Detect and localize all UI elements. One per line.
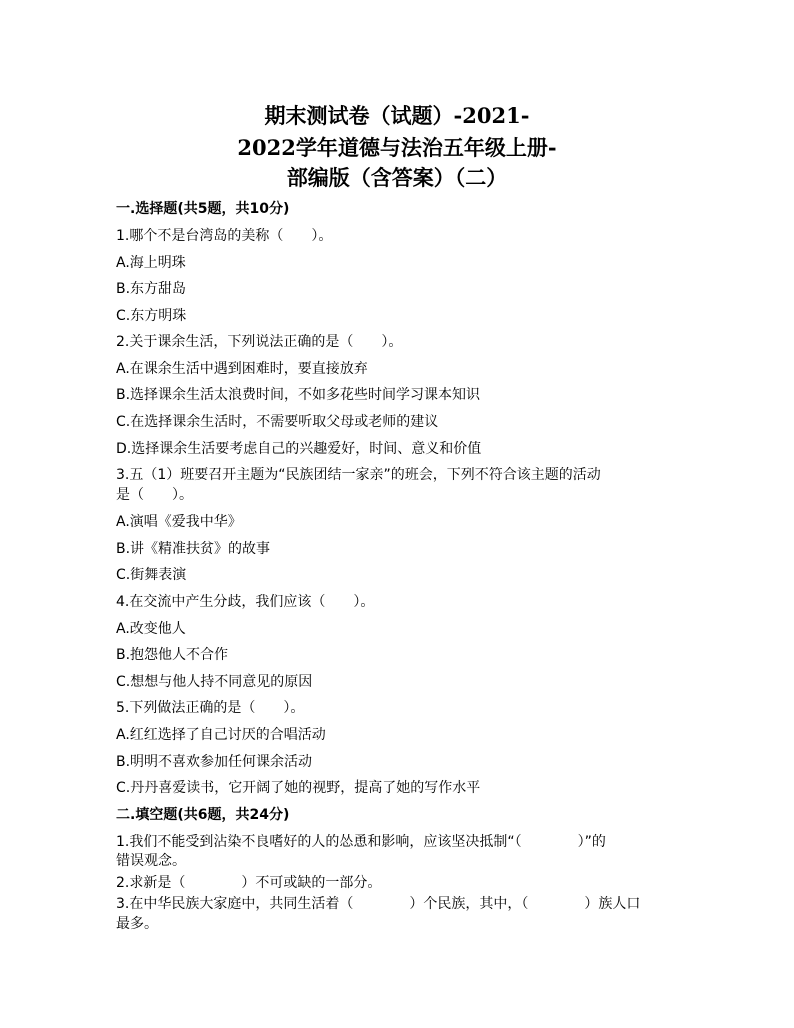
- question-2-option-c: C.在选择课余生活时，不需要听取父母或老师的建议: [116, 414, 439, 430]
- question-3-option-a: A.演唱《爱我中华》: [116, 514, 242, 530]
- question-4-stem: 4.在交流中产生分歧，我们应该（ ）。: [116, 594, 375, 610]
- question-2-stem: 2.关于课余生活，下列说法正确的是（ ）。: [116, 334, 403, 350]
- document-title-line-3: 部编版（含答案）（二）: [286, 165, 508, 190]
- fill-question-1-line-1: 1.我们不能受到沾染不良嗜好的人的怂恿和影响，应该坚决抵制“（ ）”的: [116, 834, 606, 850]
- section-heading-choice: 一.选择题(共5题，共10分): [116, 201, 290, 217]
- question-3-option-b: B.讲《精准扶贫》的故事: [116, 541, 271, 557]
- question-3-option-c: C.街舞表演: [116, 567, 187, 583]
- question-4-option-a: A.改变他人: [116, 621, 186, 637]
- question-3-stem-line-2: 是（ ）。: [116, 487, 193, 503]
- fill-question-2: 2.求新是（ ）不可或缺的一部分。: [116, 875, 382, 891]
- fill-question-3-line-2: 最多。: [116, 916, 158, 932]
- question-5-option-c: C.丹丹喜爱读书，它开阔了她的视野，提高了她的写作水平: [116, 780, 481, 796]
- question-1-option-a: A.海上明珠: [116, 255, 186, 271]
- question-1-stem: 1.哪个不是台湾岛的美称（ ）。: [116, 228, 333, 244]
- document-title-line-1: 期末测试卷（试题）-2021-: [264, 103, 530, 128]
- question-4-option-b: B.抱怨他人不合作: [116, 647, 229, 663]
- question-1-option-c: C.东方明珠: [116, 308, 187, 324]
- fill-question-1-line-2: 错误观念。: [116, 853, 186, 869]
- question-3-stem-line-1: 3.五（1）班要召开主题为“民族团结一家亲”的班会，下列不符合该主题的活动: [116, 467, 601, 483]
- fill-question-3-line-1: 3.在中华民族大家庭中，共同生活着（ ）个民族，其中，（ ）族人口: [116, 896, 641, 912]
- document-title-line-2: 2022学年道德与法治五年级上册-: [237, 135, 557, 160]
- question-5-stem: 5.下列做法正确的是（ ）。: [116, 700, 305, 716]
- question-2-option-b: B.选择课余生活太浪费时间，不如多花些时间学习课本知识: [116, 387, 481, 403]
- question-1-option-b: B.东方甜岛: [116, 281, 187, 297]
- question-2-option-a: A.在课余生活中遇到困难时，要直接放弃: [116, 361, 368, 377]
- question-5-option-b: B.明明不喜欢参加任何课余活动: [116, 754, 313, 770]
- question-5-option-a: A.红红选择了自己讨厌的合唱活动: [116, 727, 326, 743]
- section-heading-fill-blank: 二.填空题(共6题，共24分): [116, 807, 290, 823]
- question-4-option-c: C.想想与他人持不同意见的原因: [116, 674, 313, 690]
- question-2-option-d: D.选择课余生活要考虑自己的兴趣爱好，时间、意义和价值: [116, 441, 482, 457]
